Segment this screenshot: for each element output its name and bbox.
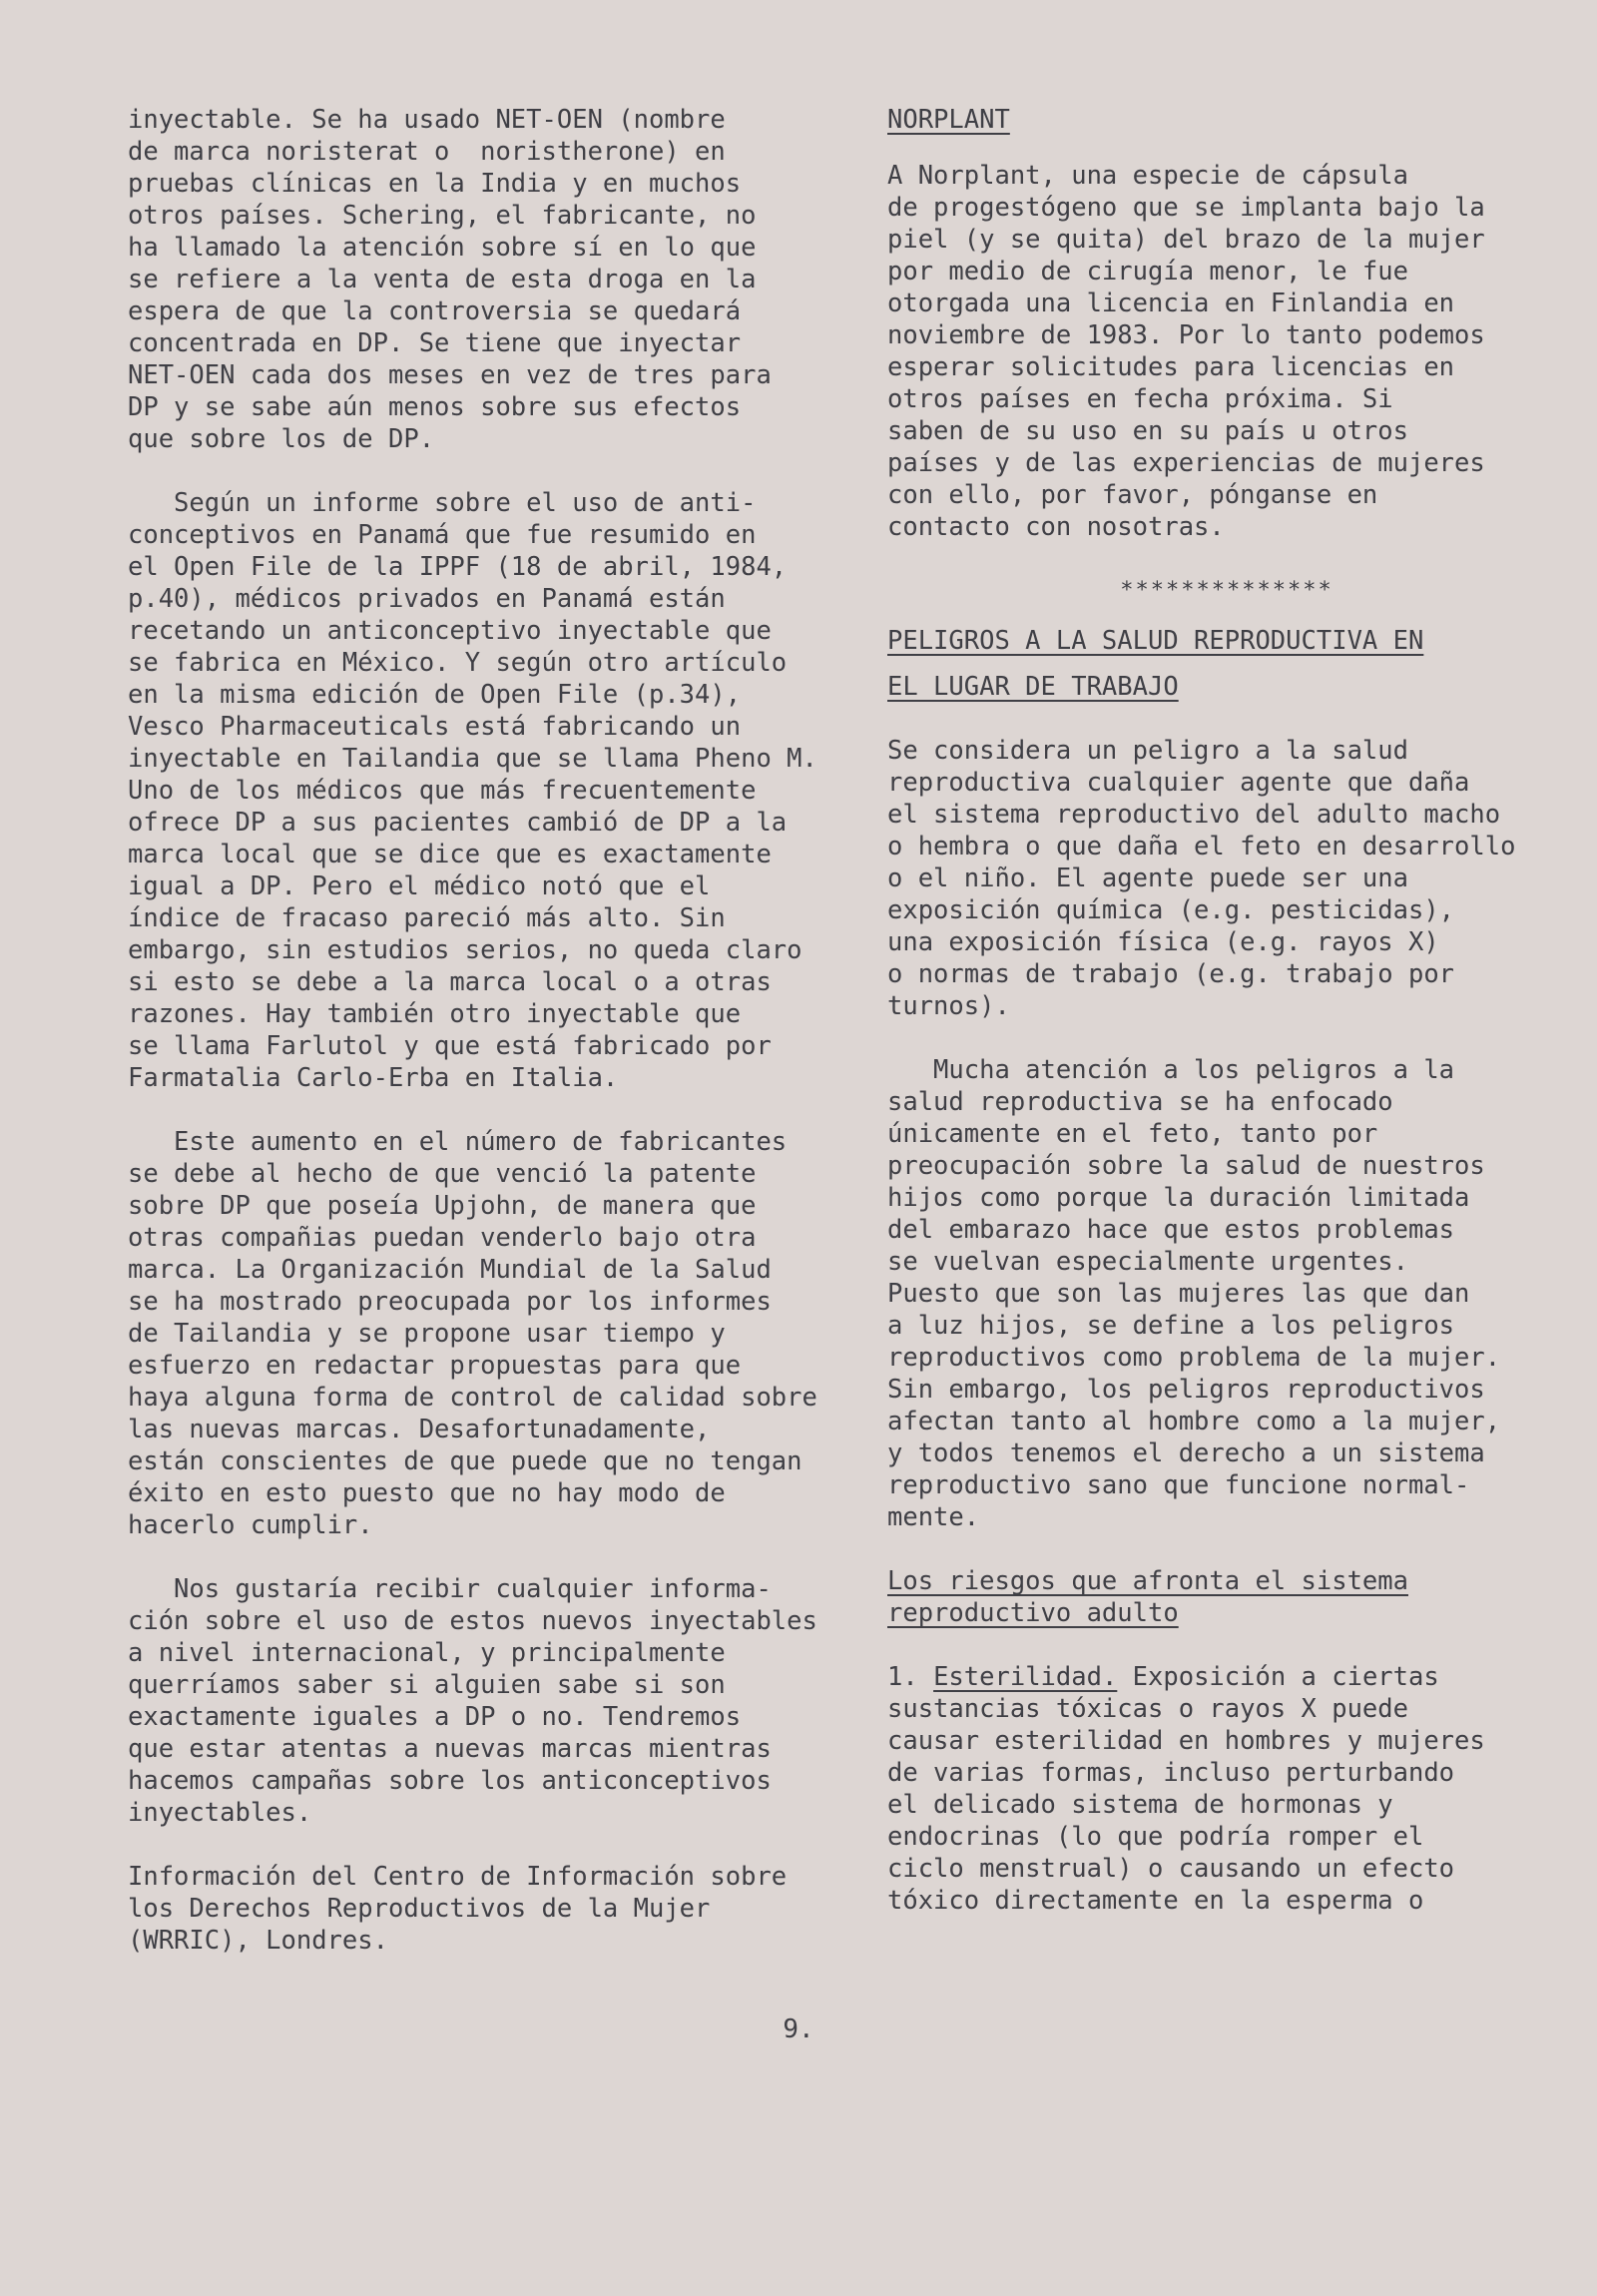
riesgos-heading-line-1: Los riesgos que afronta el sistema [887,1566,1408,1596]
text-line: marca local que se dice que es exactamente [128,840,772,869]
text-line: del embarazo hace que estos problemas [887,1215,1455,1245]
text-line: en la misma edición de Open File (p.34), [128,680,742,710]
text-line: conceptivos en Panamá que fue resumido en [128,520,757,550]
text-line: índice de fracaso pareció más alto. Sin [128,903,726,933]
text-line: inyectables. [128,1798,312,1828]
text-line: que sobre los de DP. [128,424,435,454]
text-line: ofrece DP a sus pacientes cambió de DP a la [128,808,788,838]
text-line: exactamente iguales a DP o no. Tendremos [128,1702,742,1732]
text-line: Información del Centro de Información sobre [128,1862,788,1892]
section-separator: ************** [1120,578,1333,603]
text-line: embargo, sin estudios serios, no queda claro [128,935,802,965]
text-line: se llama Farlutol y que está fabricado por [128,1031,772,1061]
text-line: Este aumento en el número de fabricantes [128,1127,788,1157]
right-column [887,104,1576,1917]
text-line: Nos gustaría recibir cualquier informa- [128,1574,772,1604]
text-line: los Derechos Reproductivos de la Mujer [128,1894,711,1924]
text-line: reproductivo sano que funcione normal- [887,1470,1470,1500]
text-line: recetando un anticonceptivo inyectable que [128,616,772,646]
text-line: DP y se sabe aún menos sobre sus efectos [128,392,742,422]
page-number: 9. [783,2014,814,2044]
text-line: de progestógeno que se implanta bajo la [887,193,1485,223]
text-line: inyectable en Tailandia que se llama Pheno M. [128,744,817,774]
text-line: ha llamado la atención sobre sí en lo que [128,233,757,263]
paragraph-peligros-definicion [887,735,1576,1022]
paragraph-source-credit [128,1861,866,1957]
text-line: si esto se debe a la marca local o a otras [128,967,772,997]
text-line: el Open File de la IPPF (18 de abril, 1984, [128,552,788,582]
paragraph-panama [128,487,866,1094]
text-line: hacemos campañas sobre los anticonceptivos [128,1766,772,1796]
text-line: países y de las experiencias de mujeres [887,448,1485,478]
text-line: piel (y se quita) del brazo de la mujer [887,225,1485,255]
paragraph-peligros-atencion [887,1054,1576,1533]
text-line: ciclo menstrual) o causando un efecto [887,1854,1455,1884]
text-line: o hembra o que daña el feto en desarrollo [887,832,1516,861]
item-first-line-rest: Exposición a ciertas [1117,1662,1439,1692]
text-line: otorgada una licencia en Finlandia en [887,288,1455,318]
text-line: una exposición física (e.g. rayos X) [887,927,1439,957]
text-line: Uno de los médicos que más frecuentemente [128,776,757,806]
text-line: p.40), médicos privados en Panamá están [128,584,726,614]
norplant-heading: NORPLANT [887,105,1010,135]
text-line: Vesco Pharmaceuticals está fabricando un [128,712,742,742]
text-line: éxito en esto puesto que no hay modo de [128,1478,726,1508]
text-line: reproductiva cualquier agente que daña [887,768,1470,798]
text-line: turnos). [887,991,1010,1021]
text-line: únicamente en el feto, tanto por [887,1119,1378,1149]
peligros-heading-line-1: PELIGROS A LA SALUD REPRODUCTIVA EN [887,626,1424,656]
text-line: Según un informe sobre el uso de anti- [128,488,757,518]
item-title: Esterilidad. [933,1662,1118,1692]
text-line: noviembre de 1983. Por lo tanto podemos [887,320,1485,350]
text-line: están conscientes de que puede que no tengan [128,1446,802,1476]
text-line: Farmatalia Carlo-Erba en Italia. [128,1063,619,1093]
text-line: querríamos saber si alguien sabe si son [128,1670,726,1700]
item-number: 1. [887,1662,918,1692]
text-line: saben de su uso en su país u otros [887,416,1408,446]
peligros-heading-line-2: EL LUGAR DE TRABAJO [887,672,1179,702]
text-line: afectan tanto al hombre como a la mujer, [887,1407,1501,1436]
text-line: esperar solicitudes para licencias en [887,352,1455,382]
text-line: el sistema reproductivo del adulto macho [887,800,1501,830]
text-line: de varias formas, incluso perturbando [887,1758,1455,1788]
paragraph-norplant [887,160,1576,543]
text-line: con ello, por favor, pónganse en [887,480,1378,510]
text-line: otros países en fecha próxima. Si [887,384,1393,414]
text-line: exposición química (e.g. pesticidas), [887,895,1455,925]
paragraph-informacion-solicitada [128,1573,866,1829]
text-line: ción sobre el uso de estos nuevos inyectables [128,1606,817,1636]
text-line: se fabrica en México. Y según otro artículo [128,648,788,678]
text-line: Puesto que son las mujeres las que dan [887,1279,1470,1309]
text-line: se refiere a la venta de esta droga en la [128,265,757,294]
text-line: se vuelvan especialmente urgentes. [887,1247,1408,1277]
text-line: por medio de cirugía menor, le fue [887,257,1408,287]
text-line: que estar atentas a nuevas marcas mientras [128,1734,772,1764]
text-line: otros países. Schering, el fabricante, no [128,201,757,231]
text-line: hijos como porque la duración limitada [887,1183,1470,1213]
text-line: a nivel internacional, y principalmente [128,1638,726,1668]
text-line: inyectable. Se ha usado NET-OEN (nombre [128,105,726,135]
text-line: el delicado sistema de hormonas y [887,1790,1393,1820]
text-line: (WRRIC), Londres. [128,1926,388,1956]
text-line: concentrada en DP. Se tiene que inyectar [128,328,742,358]
text-line: hacerlo cumplir. [128,1510,373,1540]
text-line: y todos tenemos el derecho a un sistema [887,1438,1485,1468]
text-line: Se considera un peligro a la salud [887,736,1408,766]
text-line: de Tailandia y se propone usar tiempo y [128,1319,726,1349]
text-line: igual a DP. Pero el médico notó que el [128,871,711,901]
text-line: sustancias tóxicas o rayos X puede [887,1694,1408,1724]
text-line: contacto con nosotras. [887,512,1225,542]
text-line: sobre DP que poseía Upjohn, de manera que [128,1191,757,1221]
paragraph-esterilidad [887,1693,1576,1917]
text-line: mente. [887,1502,980,1532]
text-line: espera de que la controversia se quedará [128,296,742,326]
text-line: Mucha atención a los peligros a la [887,1055,1455,1085]
text-line: pruebas clínicas en la India y en muchos [128,169,742,199]
text-line: NET-OEN cada dos meses en vez de tres para [128,360,772,390]
text-line: o el niño. El agente puede ser una [887,863,1408,893]
riesgos-heading-line-2: reproductivo adulto [887,1598,1179,1628]
text-line: o normas de trabajo (e.g. trabajo por [887,959,1455,989]
text-line: endocrinas (lo que podría romper el [887,1822,1424,1852]
text-line: reproductivos como problema de la mujer. [887,1343,1501,1373]
text-line: razones. Hay también otro inyectable que [128,999,742,1029]
paragraph-net-oen [128,104,866,455]
text-line: causar esterilidad en hombres y mujeres [887,1726,1485,1756]
text-line: preocupación sobre la salud de nuestros [887,1151,1485,1181]
text-line: esfuerzo en redactar propuestas para que [128,1351,742,1381]
left-column [128,104,866,1957]
text-line: marca. La Organización Mundial de la Salud [128,1255,772,1285]
text-line: se ha mostrado preocupada por los informes [128,1287,772,1317]
text-line: salud reproductiva se ha enfocado [887,1087,1393,1117]
text-line: Sin embargo, los peligros reproductivos [887,1375,1485,1405]
text-line: haya alguna forma de control de calidad sobre [128,1383,817,1413]
text-line: tóxico directamente en la esperma o [887,1886,1424,1916]
text-line: A Norplant, una especie de cápsula [887,161,1408,191]
text-line: a luz hijos, se define a los peligros [887,1311,1455,1341]
paragraph-fabricantes [128,1126,866,1541]
item-esterilidad-first-line [887,1661,1576,1693]
text-line: otras compañias puedan venderlo bajo otra [128,1223,757,1253]
text-line: las nuevas marcas. Desafortunadamente, [128,1415,711,1444]
text-line: de marca noristerat o noristherone) en [128,137,726,167]
text-line: se debe al hecho de que venció la patente [128,1159,757,1189]
